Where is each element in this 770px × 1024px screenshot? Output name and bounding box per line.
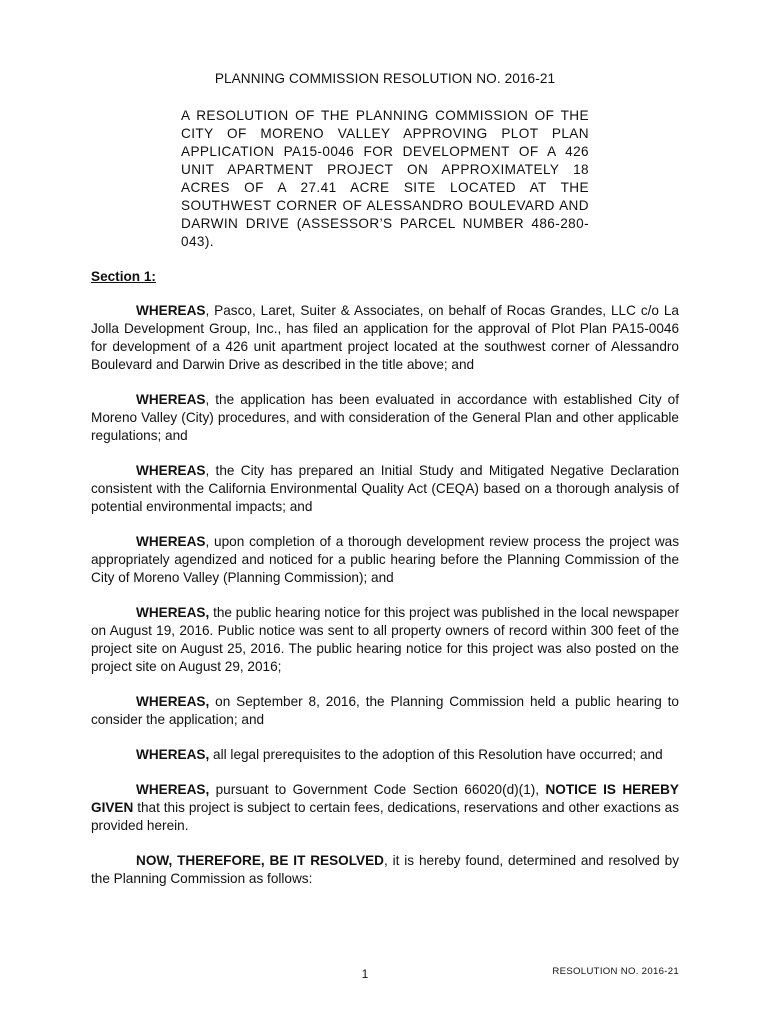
paragraph-lead: WHEREAS, (136, 747, 210, 762)
whereas-paragraph (91, 302, 679, 374)
whereas-paragraph (91, 533, 679, 587)
whereas-paragraph (91, 693, 679, 729)
footer-resolution-label: RESOLUTION NO. 2016-21 (552, 966, 679, 977)
resolution-body (91, 302, 679, 905)
resolution-subject: A RESOLUTION OF THE PLANNING COMMISSION OF THE CITY OF MORENO VALLEY APPROVING PLOT PLAN APPLICATION PA15-0046 FOR DEVELOPMENT OF A 426 UNIT APARTMENT PROJECT ON APPROXIMATELY 18 ACRES OF A 27.41 ACRE SITE LOCATED AT THE SOUTHWEST CORNER OF ALESSANDRO BOULEVARD AND DARWIN DRIVE (ASSESSOR’S PARCEL NUMBER 486-280-043). (181, 108, 589, 249)
paragraph-text: , the City has prepared an Initial Study and Mitigated Negative Declaration consistent with the California Environmental Quality Act (CEQA) based on a thorough analysis of potential environmental impacts; and (91, 463, 679, 514)
paragraph-lead: WHEREAS, (136, 782, 210, 797)
paragraph-text: , it is hereby found, determined and resolved by the Planning Commission as follows: (91, 853, 679, 886)
whereas-paragraph (91, 746, 679, 764)
paragraph-lead: WHEREAS (136, 534, 206, 549)
paragraph-lead: NOW, THEREFORE, BE IT RESOLVED (136, 853, 384, 868)
paragraph-lead: WHEREAS, (136, 694, 210, 709)
paragraph-text: pursuant to Government Code Section 66020(d)(1), (209, 782, 546, 797)
whereas-paragraph (91, 781, 679, 835)
paragraph-lead: WHEREAS (136, 392, 206, 407)
section-heading: Section 1: (91, 269, 156, 284)
paragraph-text: on September 8, 2016, the Planning Commission held a public hearing to consider the application; and (91, 694, 679, 727)
resolved-paragraph (91, 852, 679, 888)
paragraph-text: the public hearing notice for this project was published in the local newspaper on August 19, 2016. Public notice was sent to all property owners of record within 300 feet of the project site on August 25, 2016. The public hearing notice for this project was also posted on the project site on August 29, 2016; (91, 605, 679, 674)
paragraph-lead: WHEREAS (136, 303, 206, 318)
paragraph-text: , upon completion of a thorough development review process the project was appropriately agendized and noticed for a public hearing before the Planning Commission of the City of Moreno Valley (Planning Commission); and (91, 534, 679, 585)
paragraph-tail: that this project is subject to certain fees, dedications, reservations and other exactions as provided herein. (91, 800, 679, 833)
whereas-paragraph (91, 391, 679, 445)
resolution-title: PLANNING COMMISSION RESOLUTION NO. 2016-21 (214, 71, 556, 86)
notice-emphasis: NOTICE IS HEREBY GIVEN (91, 782, 679, 815)
paragraph-lead: WHEREAS (136, 463, 206, 478)
paragraph-text: all legal prerequisites to the adoption of this Resolution have occurred; and (209, 747, 663, 762)
page-number: 1 (361, 967, 369, 981)
whereas-paragraph (91, 462, 679, 516)
paragraph-text: , the application has been evaluated in accordance with established City of Moreno Valley (City) procedures, and with consideration of the General Plan and other applicable regulations; and (91, 392, 679, 443)
paragraph-lead: WHEREAS, (136, 605, 210, 620)
whereas-paragraph (91, 604, 679, 676)
paragraph-text: , Pasco, Laret, Suiter & Associates, on behalf of Rocas Grandes, LLC c/o La Jolla Development Group, Inc., has filed an application for the approval of Plot Plan PA15-0046 for development of a 426 unit apartment project located at the southwest corner of Alessandro Boulevard and Darwin Drive as described in the title above; and (91, 303, 679, 372)
